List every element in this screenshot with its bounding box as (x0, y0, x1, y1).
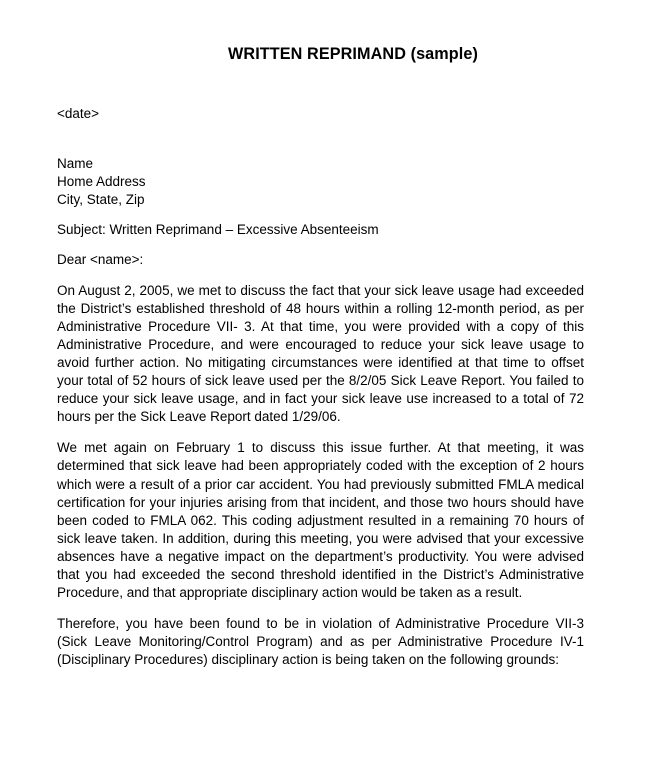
date-placeholder: <date> (57, 106, 100, 121)
recipient-name: Name (57, 156, 94, 172)
body-paragraph-2: We met again on February 1 to discuss this issue further. At that meeting, it was determined that sick leave had been appropriately coded with the exception of 2 hours which were a result of a prior car accident. You had previously submitted FMLA medical certification for your injuries arising from that incident, and those two hours should have been coded to FMLA 062. This coding adjustment resulted in a remaining 70 hours of sick leave taken. In addition, during this meeting, you were advised that your excessive absences have a negative impact on the department’s productivity. You were advised that you had exceeded the second threshold identified in the District’s Administrative Procedure, and that appropriate disciplinary action would be taken as a result. (57, 440, 584, 601)
letter-body (57, 105, 584, 669)
recipient-address: Home Address (57, 174, 146, 190)
document-title: WRITTEN REPRIMAND (sample) (228, 45, 478, 63)
recipient-city-state-zip: City, State, Zip (57, 192, 145, 208)
body-paragraph-1: On August 2, 2005, we met to discuss the fact that your sick leave usage had exceeded the District’s established threshold of 48 hours within a rolling 12-month period, as per Administrative Procedure VII- 3. At that time, you were provided with a copy of this Administrative Procedure, and were encouraged to reduce your sick leave usage to avoid further action. No mitigating circumstances were identified at that time to offset your total of 52 hours of sick leave used per the 8/2/05 Sick Leave Report. You failed to reduce your sick leave usage, and in fact your sick leave use increased to a total of 72 hours per the Sick Leave Report dated 1/29/06. (57, 282, 584, 425)
subject-line: Subject: Written Reprimand – Excessive Absenteeism (57, 222, 379, 238)
salutation: Dear <name>: (57, 252, 144, 268)
recipient-block (57, 155, 584, 209)
body-paragraph-3: Therefore, you have been found to be in violation of Administrative Procedure VII-3 (Sick Leave Monitoring/Control Program) and as per Administrative Procedure IV-1 (Disciplinary Procedures) disciplinary action is being taken on the following grounds: (57, 616, 584, 668)
